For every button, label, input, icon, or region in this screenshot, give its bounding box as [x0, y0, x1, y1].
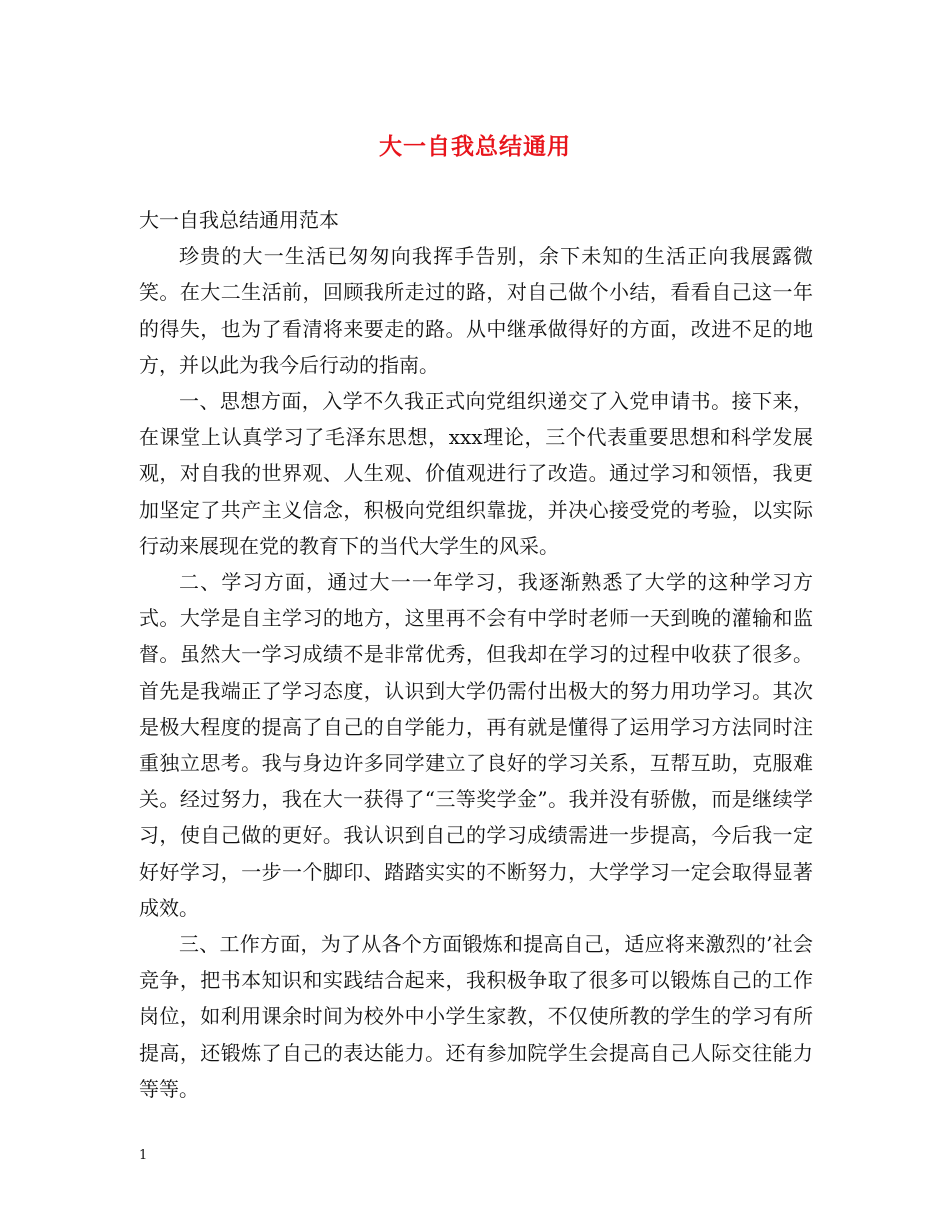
paragraph-work: 三、工作方面，为了从各个方面锻炼和提高自己，适应将来激烈的’社会竞争，把书本知识和实践结合起来，我积极争取了很多可以锻炼自己的工作岗位，如利用课余时间为校外中小学生家教，不仅使所教的学生的学习有所提高，还锻炼了自己的表达能力。还有参加院学生会提高自己人际交往能力等等。 — [139, 932, 813, 1101]
paragraph-ideology: 一、思想方面，入学不久我正式向党组织递交了入党申请书。接下来，在课堂上认真学习了毛泽东思想，xxx理论，三个代表重要思想和科学发展观，对自我的世界观、人生观、价值观进行了改造。通过学习和领悟，我更加坚定了共产主义信念，积极向党组织靠拢，并决心接受党的考验，以实际行动来展现在党的教育下的当代大学生的风采。 — [139, 389, 813, 558]
document-title: 大一自我总结通用 — [379, 133, 571, 160]
document-subtitle: 大一自我总结通用范本 — [139, 208, 339, 232]
document-body — [139, 202, 813, 1107]
page-number: 1 — [139, 1148, 148, 1163]
paragraph-study: 二、学习方面，通过大一一年学习，我逐渐熟悉了大学的这种学习方式。大学是自主学习的地方，这里再不会有中学时老师一天到晚的灌输和监督。虽然大一学习成绩不是非常优秀，但我却在学习的过程中收获了很多。首先是我端正了学习态度，认识到大学仍需付出极大的努力用功学习。其次是极大程度的提高了自己的自学能力，再有就是懂得了运用学习方法同时注重独立思考。我与身边许多同学建立了良好的学习关系，互帮互助，克服难关。经过努力，我在大一获得了“三等奖学金”。我并没有骄傲，而是继续学习，使自己做的更好。我认识到自己的学习成绩需进一步提高，今后我一定好好学习，一步一个脚印、踏踏实实的不断努力，大学学习一定会取得显著成效。 — [139, 570, 813, 920]
paragraph-intro: 珍贵的大一生活已匆匆向我挥手告别，余下未知的生活正向我展露微笑。在大二生活前，回顾我所走过的路，对自己做个小结，看看自己这一年的得失，也为了看清将来要走的路。从中继承做得好的方面，改进不足的地方，并以此为我今后行动的指南。 — [139, 244, 813, 377]
